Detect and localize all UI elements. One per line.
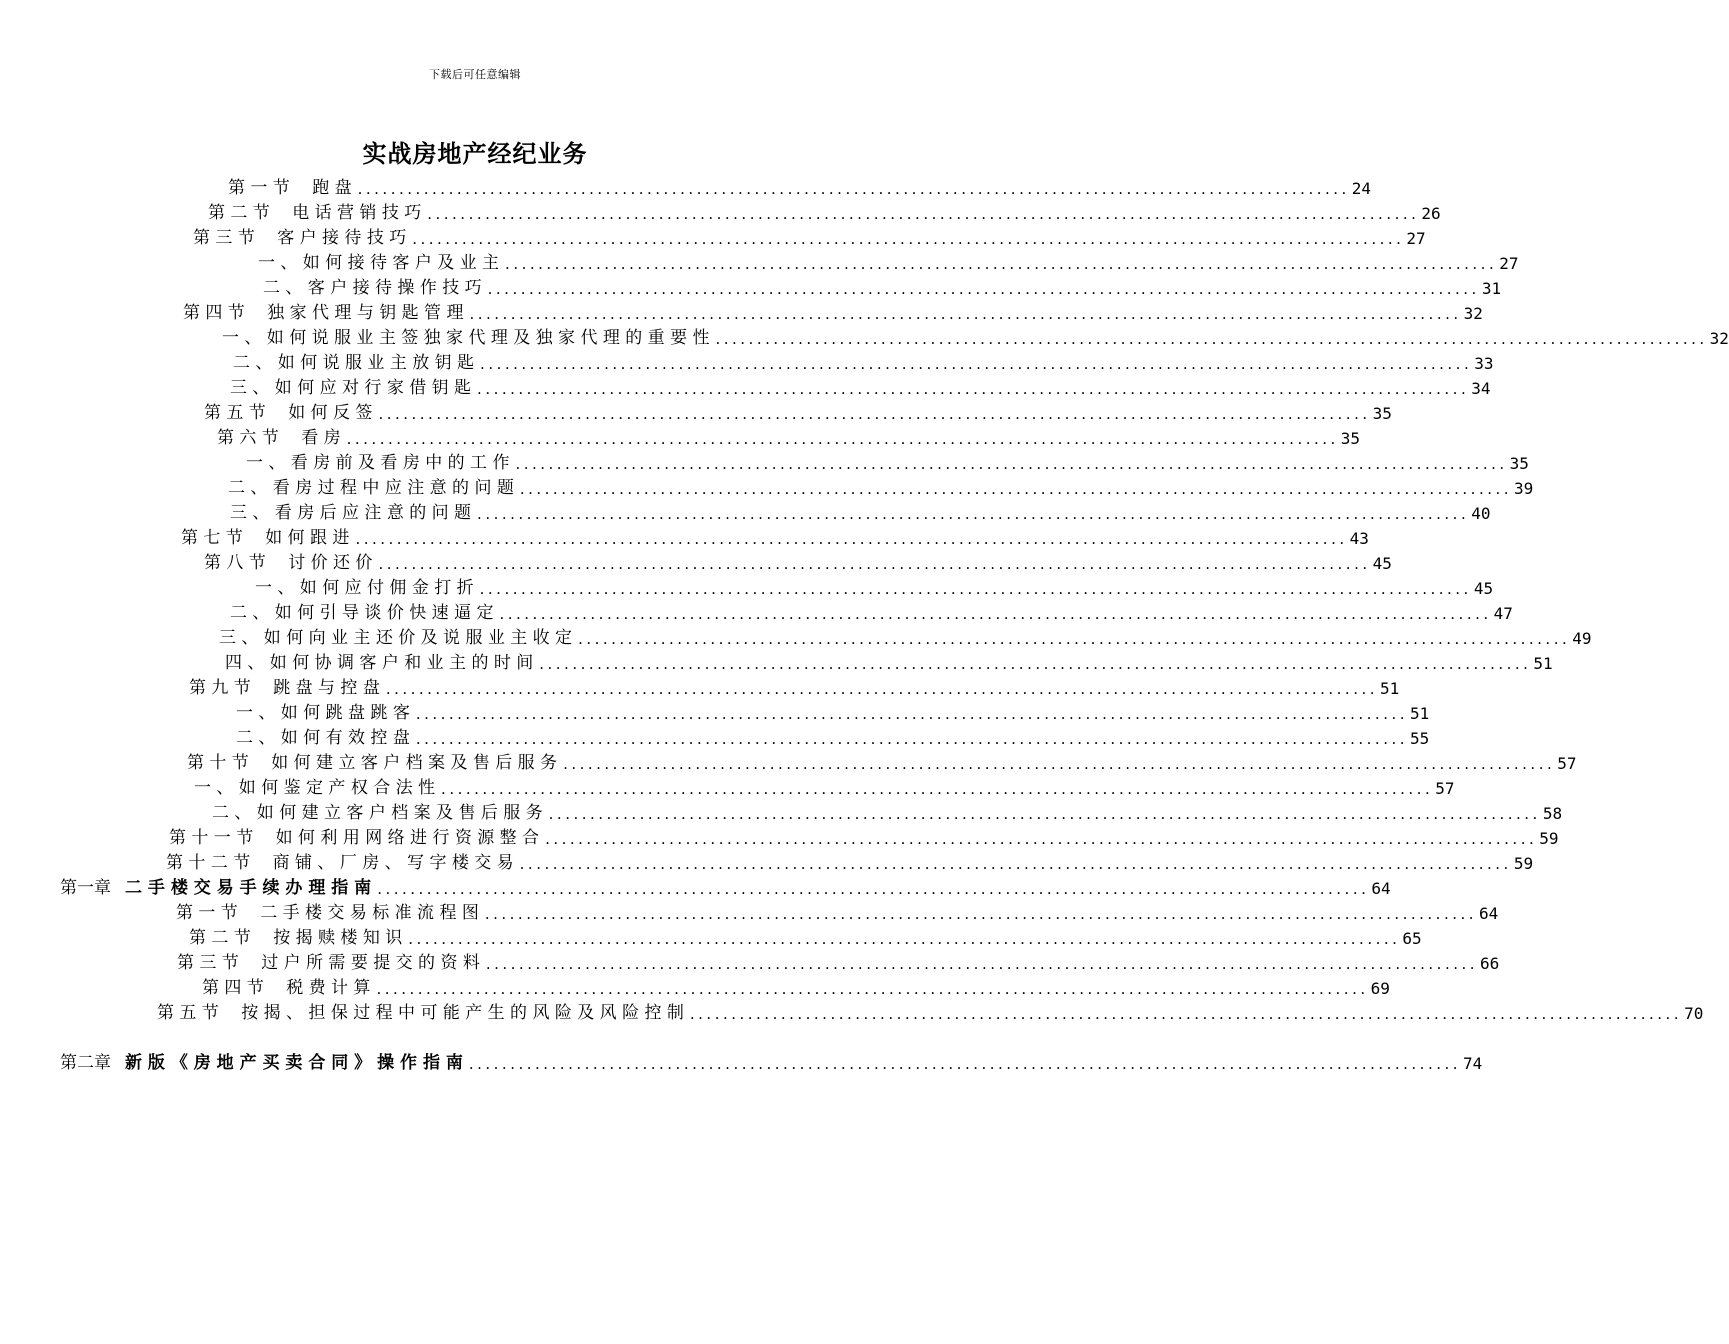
toc-entry-label: 第 一 节 跑 盘 (228, 178, 352, 198)
toc-page-number: 31 (1481, 279, 1502, 298)
toc-dot-leader: ........................................................................................................................ (441, 780, 1434, 798)
toc-entry (204, 399, 1392, 423)
toc-dot-leader: ........................................................................................................................ (485, 955, 1479, 973)
toc-entry-label: 一 、 如 何 应 付 佣 金 打 折 (255, 578, 474, 598)
toc-page-number: 45 (1473, 579, 1494, 598)
toc-dot-leader: ........................................................................................................................ (415, 705, 1408, 723)
toc-entry-label: 三 、 如 何 应 对 行 家 借 钥 匙 (230, 378, 472, 398)
toc-dot-leader: ........................................................................................................................ (689, 1005, 1683, 1023)
toc-page-number: 26 (1421, 204, 1441, 223)
toc-entry-label: 一 、 如 何 说 服 业 主 签 独 家 代 理 及 独 家 代 理 的 重 要 性 (222, 328, 710, 348)
toc-page-number: 27 (1406, 229, 1426, 248)
toc-entry (233, 349, 1494, 373)
toc-entry-label: 第 三 节 客 户 接 待 技 巧 (193, 228, 407, 248)
toc-page-number: 51 (1380, 679, 1400, 698)
toc-chapter-entry (60, 874, 1391, 898)
toc-page-number: 43 (1349, 529, 1369, 548)
toc-entry (169, 824, 1559, 848)
toc-entry-label: 第 二 节 按 揭 赎 楼 知 识 (189, 928, 403, 948)
toc-page-number: 59 (1513, 854, 1534, 873)
toc-page-number: 32 (1709, 329, 1729, 348)
toc-entry (189, 674, 1400, 698)
toc-dot-leader: ........................................................................................................................ (357, 180, 1350, 198)
toc-entry (230, 499, 1491, 523)
toc-entry (230, 599, 1513, 623)
toc-entry-label: 二 手 楼 交 易 手 续 办 理 指 南 (125, 878, 372, 898)
toc-dot-leader: ........................................................................................................................ (548, 805, 1541, 823)
toc-dot-leader: ........................................................................................................................ (427, 205, 1420, 223)
toc-dot-leader: ........................................................................................................................ (415, 730, 1408, 748)
toc-entry-label: 第 二 节 电 话 营 销 技 巧 (208, 203, 422, 223)
toc-dot-leader: ........................................................................................................................ (385, 680, 1378, 698)
toc-dot-leader: ........................................................................................................................ (376, 980, 1369, 998)
toc-entry (204, 549, 1392, 573)
toc-chapter-prefix: 第二章 (60, 1053, 111, 1073)
toc-entry (181, 524, 1369, 548)
toc-entry (246, 449, 1529, 473)
toc-page-number: 64 (1479, 904, 1499, 923)
toc-entry-label: 第 十 一 节 如 何 利 用 网 络 进 行 资 源 整 合 (169, 828, 540, 848)
toc-page-number: 33 (1474, 354, 1494, 373)
toc-dot-leader: ........................................................................................................................ (346, 430, 1339, 448)
toc-dot-leader: ........................................................................................................................ (408, 930, 1401, 948)
toc-page-number: 32 (1463, 304, 1483, 323)
toc-page-number: 64 (1371, 879, 1391, 898)
toc-entry-label: 二 、 看 房 过 程 中 应 注 意 的 问 题 (228, 478, 514, 498)
toc-dot-leader: ........................................................................................................................ (539, 655, 1532, 673)
toc-entry-label: 二 、 如 何 建 立 客 户 档 案 及 售 后 服 务 (212, 803, 543, 823)
toc-chapter-prefix: 第一章 (60, 878, 111, 898)
toc-dot-leader: ........................................................................................................................ (519, 480, 1513, 498)
toc-entry (263, 274, 1502, 298)
toc-entry (208, 199, 1441, 223)
toc-dot-leader: ........................................................................................................................ (479, 580, 1472, 598)
toc-dot-leader: ........................................................................................................................ (545, 830, 1538, 848)
toc-entry (187, 749, 1577, 773)
toc-page-number: 40 (1471, 504, 1491, 523)
toc-entry-label: 一 、 如 何 跳 盘 跳 客 (236, 703, 410, 723)
toc-entry-label: 一 、 如 何 接 待 客 户 及 业 主 (258, 253, 500, 273)
toc-dot-leader: ........................................................................................................................ (468, 1055, 1462, 1073)
toc-entry (183, 299, 1483, 323)
toc-entry-label: 第 五 节 按 揭 、 担 保 过 程 中 可 能 产 生 的 风 险 及 风 险 控 制 (157, 1003, 684, 1023)
toc-entry (228, 474, 1534, 498)
toc-page-number: 51 (1533, 654, 1553, 673)
page-header: 下载后可任意编辑 (429, 68, 521, 81)
toc-dot-leader: ........................................................................................................................ (715, 330, 1708, 348)
toc-page-number: 55 (1410, 729, 1430, 748)
toc-entry (212, 799, 1563, 823)
toc-dot-leader: ........................................................................................................................ (519, 855, 1512, 873)
toc-entry (236, 724, 1430, 748)
toc-page-number: 35 (1340, 429, 1361, 448)
toc-entry-label: 四 、 如 何 协 调 客 户 和 业 主 的 时 间 (225, 653, 534, 673)
toc-entry-label: 三 、 看 房 后 应 注 意 的 问 题 (230, 503, 472, 523)
toc-dot-leader: ........................................................................................................................ (469, 305, 1462, 323)
toc-entry (219, 624, 1592, 648)
toc-page-number: 49 (1572, 629, 1592, 648)
toc-entry (255, 574, 1494, 598)
toc-entry (236, 699, 1430, 723)
toc-entry-label: 二 、 如 何 说 服 业 主 放 钥 匙 (233, 353, 475, 373)
toc-page-number: 66 (1480, 954, 1500, 973)
toc-entry-label: 第 八 节 讨 价 还 价 (204, 553, 373, 573)
toc-dot-leader: ........................................................................................................................ (477, 505, 1470, 523)
toc-entry (202, 974, 1390, 998)
toc-entry-label: 第 四 节 税 费 计 算 (202, 978, 371, 998)
toc-entry-label: 第 五 节 如 何 反 签 (204, 403, 373, 423)
toc-page-number: 34 (1471, 379, 1491, 398)
toc-entry-label: 第 十 二 节 商 铺 、 厂 房 、 写 字 楼 交 易 (166, 853, 514, 873)
toc-entry-label: 一 、 如 何 鉴 定 产 权 合 法 性 (194, 778, 436, 798)
toc-dot-leader: ........................................................................................................................ (563, 755, 1556, 773)
toc-page-number: 70 (1684, 1004, 1704, 1023)
toc-page-number: 59 (1539, 829, 1559, 848)
toc-dot-leader: ........................................................................................................................ (477, 380, 1470, 398)
toc-page-number: 51 (1410, 704, 1430, 723)
toc-page-number: 35 (1509, 454, 1529, 473)
toc-entry-label: 第 六 节 看 房 (217, 428, 341, 448)
toc-entry (222, 324, 1729, 348)
toc-entry (230, 374, 1491, 398)
toc-page-number: 57 (1435, 779, 1455, 798)
toc-page-number: 24 (1351, 179, 1372, 198)
toc-entry (194, 774, 1455, 798)
toc-dot-leader: ........................................................................................................................ (515, 455, 1508, 473)
toc-dot-leader: ........................................................................................................................ (505, 255, 1498, 273)
toc-entry (176, 899, 1499, 923)
toc-entry-label: 二 、 客 户 接 待 操 作 技 巧 (263, 278, 482, 298)
document-title: 实战房地产经纪业务 (362, 139, 588, 168)
toc-dot-leader: ........................................................................................................................ (484, 905, 1478, 923)
toc-entry-label: 第 三 节 过 户 所 需 要 提 交 的 资 料 (177, 953, 480, 973)
toc-page-number: 69 (1370, 979, 1390, 998)
toc-entry (225, 649, 1553, 673)
toc-entry-label: 第 七 节 如 何 跟 进 (181, 528, 350, 548)
toc-page-number: 65 (1402, 929, 1422, 948)
toc-entry (189, 924, 1422, 948)
toc-dot-leader: ........................................................................................................................ (412, 230, 1405, 248)
toc-page-number: 57 (1557, 754, 1577, 773)
toc-entry-label: 二 、 如 何 引 导 谈 价 快 速 逼 定 (230, 603, 494, 623)
toc-dot-leader: ........................................................................................................................ (377, 880, 1370, 898)
toc-page-number: 58 (1542, 804, 1563, 823)
toc-entry (258, 249, 1519, 273)
toc-dot-leader: ........................................................................................................................ (378, 555, 1371, 573)
toc-entry (217, 424, 1361, 448)
toc-page-number: 45 (1372, 554, 1392, 573)
toc-entry-label: 第 一 节 二 手 楼 交 易 标 准 流 程 图 (176, 903, 479, 923)
toc-entry-label: 一 、 看 房 前 及 看 房 中 的 工 作 (246, 453, 510, 473)
toc-entry-label: 二 、 如 何 有 效 控 盘 (236, 728, 410, 748)
toc-dot-leader: ........................................................................................................................ (487, 280, 1480, 298)
toc-dot-leader: ........................................................................................................................ (480, 355, 1473, 373)
toc-entry (177, 949, 1500, 973)
toc-dot-leader: ........................................................................................................................ (578, 630, 1571, 648)
toc-dot-leader: ........................................................................................................................ (378, 405, 1371, 423)
toc-dot-leader: ........................................................................................................................ (499, 605, 1492, 623)
toc-entry (228, 174, 1372, 198)
toc-entry (193, 224, 1426, 248)
toc-entry-label: 第 十 节 如 何 建 立 客 户 档 案 及 售 后 服 务 (187, 753, 558, 773)
toc-page-number: 35 (1372, 404, 1392, 423)
toc-page-number: 27 (1499, 254, 1519, 273)
toc-entry (157, 999, 1704, 1023)
toc-entry-label: 第 九 节 跳 盘 与 控 盘 (189, 678, 380, 698)
toc-page-number: 39 (1514, 479, 1534, 498)
toc-entry (166, 849, 1534, 873)
toc-chapter-entry (60, 1049, 1483, 1073)
toc-entry-label: 新 版 《 房 地 产 买 卖 合 同 》 操 作 指 南 (125, 1053, 463, 1073)
toc-dot-leader: ........................................................................................................................ (355, 530, 1348, 548)
toc-page-number: 74 (1463, 1054, 1483, 1073)
toc-entry-label: 三 、 如 何 向 业 主 还 价 及 说 服 业 主 收 定 (219, 628, 573, 648)
toc-page-number: 47 (1493, 604, 1513, 623)
toc-entry-label: 第 四 节 独 家 代 理 与 钥 匙 管 理 (183, 303, 464, 323)
